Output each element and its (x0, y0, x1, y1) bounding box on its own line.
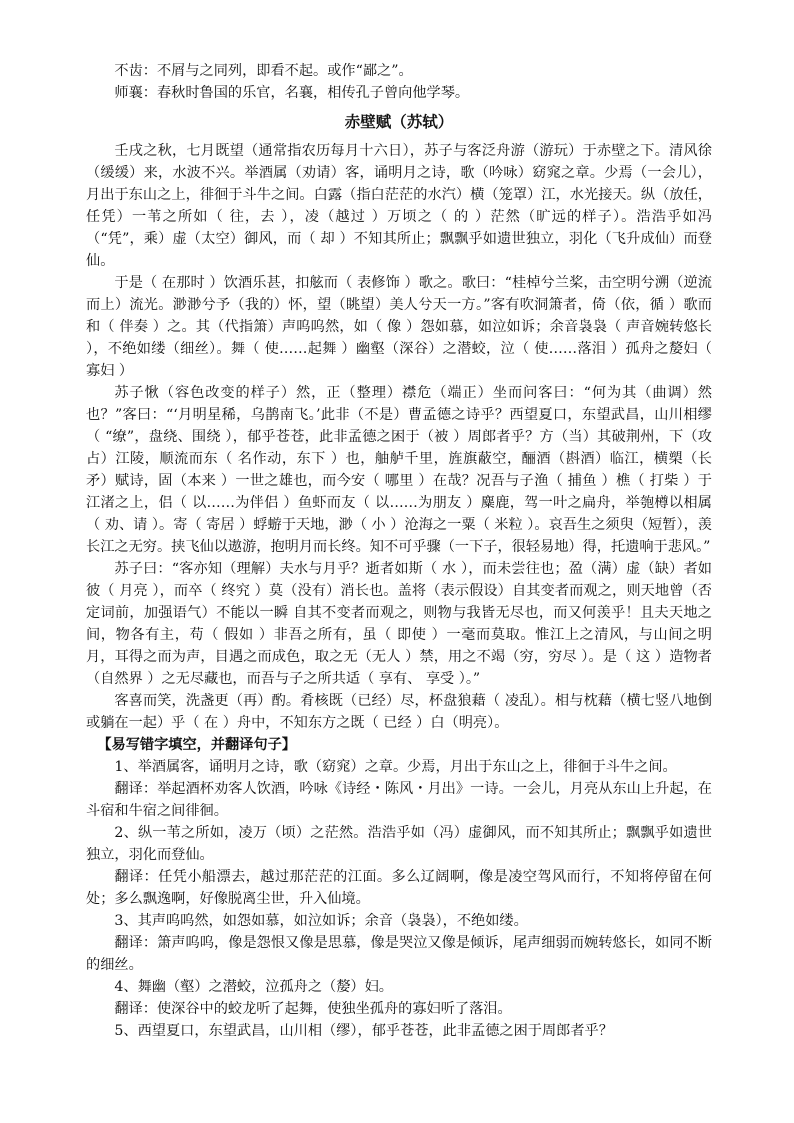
body-paragraph: 苏子愀（容色改变的样子）然，正（整理）襟危（端正）坐而问客曰：“何为其（曲调）然也？”客曰：“‘月明星稀，乌鹊南飞。’此非（不是）曹孟德之诗乎？西望夏口，东望武昌，山川相缪（ “缭”，盘绕、围绕 ），郁乎苍苍，此非孟德之困于（被 ）周郎者乎？方（当）其破荆州，下（攻占）江陵，顺流而东（ 名作动，东下 ）也，舳舻千里，旌旗蔽空，酾酒（斟酒）临江，横槊（长矛）赋诗，固（本来 ）一世之雄也，而今安（ 哪里 ）在哉？况吾与子渔（ 捕鱼 ）樵（ 打柴 ）于江渚之上，侣（ 以……为伴侣 ）鱼虾而友（ 以……为朋友 ）麋鹿，驾一叶之扁舟，举匏樽以相属（ 劝、请 ）。寄（ 寄居 ）蜉蝣于天地，渺（ 小 ）沧海之一粟（ 米粒 ）。哀吾生之须臾（短暂），羡长江之无穷。挟飞仙以遨游，抱明月而长终。知不可乎骤（一下子，很轻易地）得，托遗响于悲风。” (86, 385, 712, 555)
translation-line: 翻译：举起酒杯劝客人饮酒，吟咏《诗经・陈风・月出》一诗。一会儿，月亮从东山上升起，在斗宿和牛宿之间徘徊。 (86, 781, 712, 819)
translation-line: 翻译：箫声呜呜，像是怨恨又像是思慕，像是哭泣又像是倾诉，尾声细弱而婉转悠长，如同不断的细丝。 (86, 935, 712, 973)
exercise-line: 2、纵一苇之所如，凌万（顷）之茫然。浩浩乎如（冯）虚御风，而不知其所止；飘飘乎如遗世独立，羽化而登仙。 (86, 825, 712, 863)
note-line: 不齿：不屑与之同列，即看不起。或作“鄙之”。 (114, 63, 413, 79)
body-paragraph: 于是（ 在那时 ）饮酒乐甚，扣舷而（ 表修饰 ）歌之。歌曰：“桂棹兮兰桨，击空明兮溯（逆流而上）流光。渺渺兮予（我的）怀，望（眺望）美人兮天一方。”客有吹洞箫者，倚（依，循 ）歌而和（ 伴奏 ）之。其（代指箫）声呜呜然，如（ 像 ）怨如慕，如泣如诉；余音袅袅（ 声音婉转悠长 ），不绝如缕（细丝）。舞（ 使……起舞 ）幽壑（深谷）之潜蛟，泣（ 使……落泪 ）孤舟之嫠妇（ 寡妇 ） (86, 275, 712, 379)
exercise-line: 3、其声呜呜然，如怨如慕，如泣如诉；余音（袅袅），不绝如缕。 (114, 913, 528, 929)
exercise-line: 4、舞幽（壑）之潜蛟，泣孤舟之（嫠）妇。 (114, 979, 393, 995)
exercise-line: 1、举酒属客，诵明月之诗，歌（窈窕）之章。少焉，月出于东山之上，徘徊于斗牛之间。 (114, 759, 677, 775)
exercise-heading: 【易写错字填空，并翻译句子】 (97, 737, 296, 753)
exercise-line: 5、西望夏口，东望武昌，山川相（缪），郁乎苍苍，此非孟德之困于周郎者乎？ (114, 1023, 613, 1039)
body-paragraph: 苏子曰：“客亦知（理解）夫水与月乎？逝者如斯（ 水 ），而未尝往也；盈（满）虚（缺）者如彼（ 月亮 ），而卒（ 终究 ）莫（没有）消长也。盖将（表示假设）自其变者而观之，则天地曾（否定词前，加强语气）不能以一瞬 自其不变者而观之，则物与我皆无尽也，而又何羡乎！且夫天地之间，物各有主，苟（ 假如 ）非吾之所有，虽（ 即使 ）一毫而莫取。惟江上之清风，与山间之明月，耳得之而为声，目遇之而成色，取之无（无人 ）禁，用之不竭（穷，穷尽 ）。是（ 这 ）造物者（自然界 ）之无尽藏也，而吾与子之所共适（ 享有、 享受 ）。” (86, 561, 712, 687)
body-paragraph: 壬戌之秋，七月既望（通常指农历每月十六日），苏子与客泛舟游（游玩）于赤壁之下。清风徐（缓缓）来，水波不兴。举酒属（劝请）客，诵明月之诗，歌（吟咏）窈窕之章。少焉（一会儿），月出于东山之上，徘徊于斗牛之间。白露（指白茫茫的水汽）横（笼罩）江，水光接天。纵（放任，任凭）一苇之所如（ 往，去 ），凌（越过 ）万顷之（ 的 ）茫然（旷远的样子）。浩浩乎如冯（“凭”，乘）虚（太空）御风，而（ 却 ）不知其所止；飘飘乎如遗世独立，羽化（飞升成仙）而登仙。 (86, 143, 712, 269)
note-line: 师襄：春秋时鲁国的乐官，名襄，相传孔子曾向他学琴。 (114, 85, 470, 101)
document-page (86, 60, 712, 1042)
article-title: 赤壁赋（苏轼） (344, 113, 454, 131)
body-paragraph: 客喜而笑，洗盏更（再）酌。肴核既（已经）尽，杯盘狼藉（ 凌乱）。相与枕藉（横七竖八地倒或躺在一起）乎（ 在 ）舟中，不知东方之既（ 已经 ）白（明亮）。 (86, 693, 712, 731)
translation-line: 翻译：任凭小船漂去，越过那茫茫的江面。多么辽阔啊，像是凌空驾风而行，不知将停留在何处；多么飘逸啊，好像脱离尘世，升入仙境。 (86, 869, 712, 907)
translation-line: 翻译：使深谷中的蛟龙听了起舞，使独坐孤舟的寡妇听了落泪。 (114, 1001, 512, 1017)
